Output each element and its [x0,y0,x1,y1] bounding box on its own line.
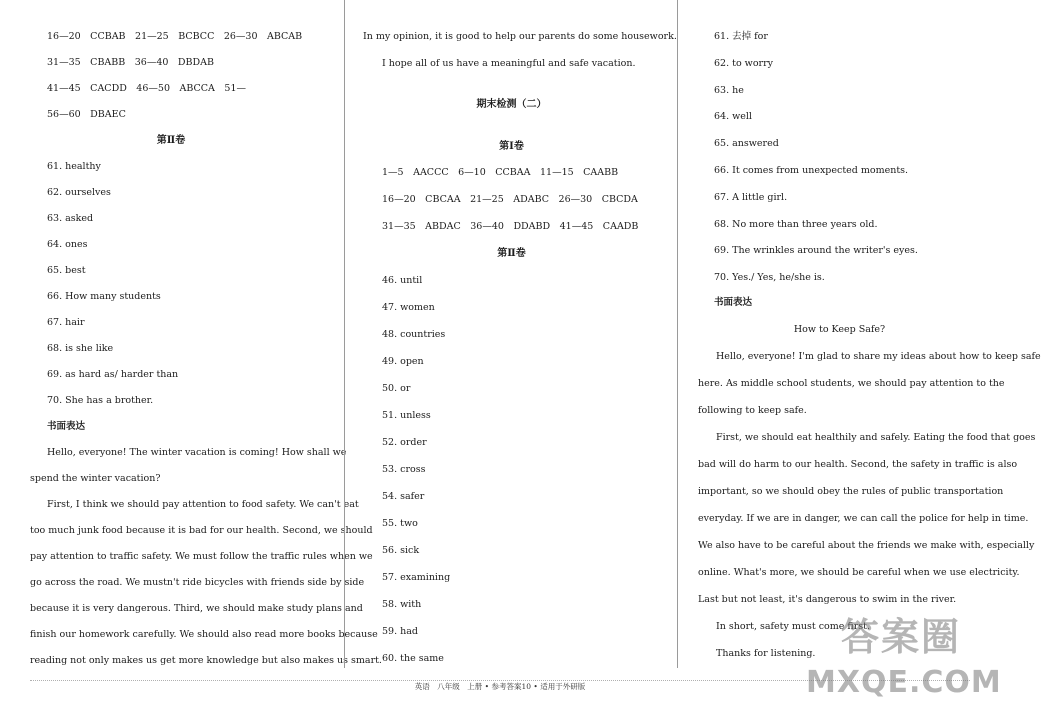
answer-item: 55. two [382,518,418,529]
answer-item: 61. 去掉 for [714,31,768,42]
essay-line: too much junk food because it is bad for our health. Second, we should [30,525,373,536]
answer-item: 63. he [714,84,744,96]
essay-line: online. What's more, we should be careful when we use electricity. [698,567,1020,578]
essay-line: In my opinion, it is good to help our parents do some housework. [363,31,677,42]
answer-item: 69. The wrinkles around the writer's eyes. [714,245,918,257]
answer-item: 67. hair [47,317,85,328]
answer-item: 65. best [47,265,86,276]
answer-item: 46. until [382,275,423,286]
answer-item: 52. order [382,437,427,448]
answer-item: 66. It comes from unexpected moments. [714,165,909,176]
answer-item: 66. How many students [47,291,161,302]
footer-text: 英语 八年级 上册 • 参考答案10 • 适用于外研版 [414,682,586,691]
answer-column-middle [344,0,678,668]
answer-item: 70. She has a brother. [47,395,154,406]
essay-line: I hope all of us have a meaningful and safe vacation. [382,58,636,69]
answer-row: 41—45 CACDD 46—50 ABCCA 51— [47,83,246,94]
answer-item: 64. ones [47,239,88,250]
essay-line: Hello, everyone! The winter vacation is coming! How shall we [47,447,347,458]
essay-line: here. As middle school students, we should pay attention to the [698,378,1005,389]
essay-title: How to Keep Safe? [793,324,886,335]
essay-line: First, we should eat healthily and safely. Eating the food that goes [716,432,1036,443]
answer-item: 60. the same [382,653,444,664]
answer-item: 65. answered [714,138,779,150]
answer-item: 50. or [382,383,411,394]
section-title: 第Ⅱ卷 [497,248,526,259]
answer-item: 63. asked [47,213,94,224]
answer-row: 31—35 ABDAC 36—40 DDABD 41—45 CAADB [382,221,639,232]
answer-item: 54. safer [382,491,425,502]
answer-item: 62. to worry [714,57,773,69]
answer-item: 47. women [382,302,435,313]
essay-line: because it is very dangerous. Third, we should make study plans and [30,603,363,614]
answer-row: 31—35 CBABB 36—40 DBDAB [47,57,214,68]
answer-item: 56. sick [382,545,420,556]
exam-title: 期末检测（二） [476,99,547,110]
essay-line: bad will do harm to our health. Second, the safety in traffic is also [698,459,1018,470]
answer-row: 16—20 CBCAA 21—25 ADABC 26—30 CBCDA [382,194,638,205]
answer-item: 61. healthy [47,161,101,172]
answer-item: 57. examining [382,572,451,583]
essay-line: go across the road. We mustn't ride bicycles with friends side by side [30,577,365,588]
essay-line: important, so we should obey the rules of public transportation [698,486,1004,497]
essay-line: spend the winter vacation? [30,473,161,484]
answer-item: 68. No more than three years old. [714,218,878,230]
answer-item: 70. Yes./ Yes, he/she is. [714,272,825,284]
essay-line: First, I think we should pay attention to food safety. We can't eat [47,499,359,510]
essay-line: Thanks for listening. [716,648,816,659]
answer-item: 67. A little girl. [714,191,788,203]
answer-item: 51. unless [382,410,431,421]
answer-column-left [0,0,382,668]
watermark-logo [806,612,1002,707]
answer-item: 64. well [714,111,752,123]
essay-line: everyday. If we are in danger, we can call the police for help in time. [698,513,1029,524]
essay-line: following to keep safe. [698,405,807,416]
essay-line: Hello, everyone! I'm glad to share my ideas about how to keep safe [716,351,1041,362]
section-title: 第Ⅱ卷 [156,135,186,146]
essay-line: In short, safety must come first. [716,621,871,632]
section-title: 第Ⅰ卷 [499,141,524,152]
writing-label: 书面表达 [714,297,753,308]
essay-line: reading not only makes us get more knowledge but also makes us smart. [30,655,382,666]
answer-item: 62. ourselves [47,187,111,198]
essay-line: Last but not least, it's dangerous to swim in the river. [698,594,957,605]
essay-line: We also have to be careful about the friends we make with, especially [698,540,1035,551]
answer-item: 53. cross [382,464,426,475]
answer-item: 58. with [382,599,422,610]
answer-row: 56—60 DBAEC [47,109,126,120]
answer-item: 49. open [382,356,424,367]
watermark-top-text: 答案圈 [840,615,961,659]
answer-column-right [677,0,1041,668]
watermark-bottom-text: MXQE.COM [806,665,1002,700]
answer-row: 16—20 CCBAB 21—25 BCBCC 26—30 ABCAB [47,31,303,42]
essay-line: pay attention to traffic safety. We must follow the traffic rules when we [30,551,373,562]
answer-item: 48. countries [382,329,446,340]
writing-label: 书面表达 [47,421,86,432]
answer-item: 59. had [382,626,418,637]
answer-item: 68. is she like [47,343,114,354]
answer-item: 69. as hard as/ harder than [47,369,179,380]
answer-row: 1—5 AACCC 6—10 CCBAA 11—15 CAABB [382,167,619,178]
essay-line: finish our homework carefully. We should also read more books because [30,629,378,640]
